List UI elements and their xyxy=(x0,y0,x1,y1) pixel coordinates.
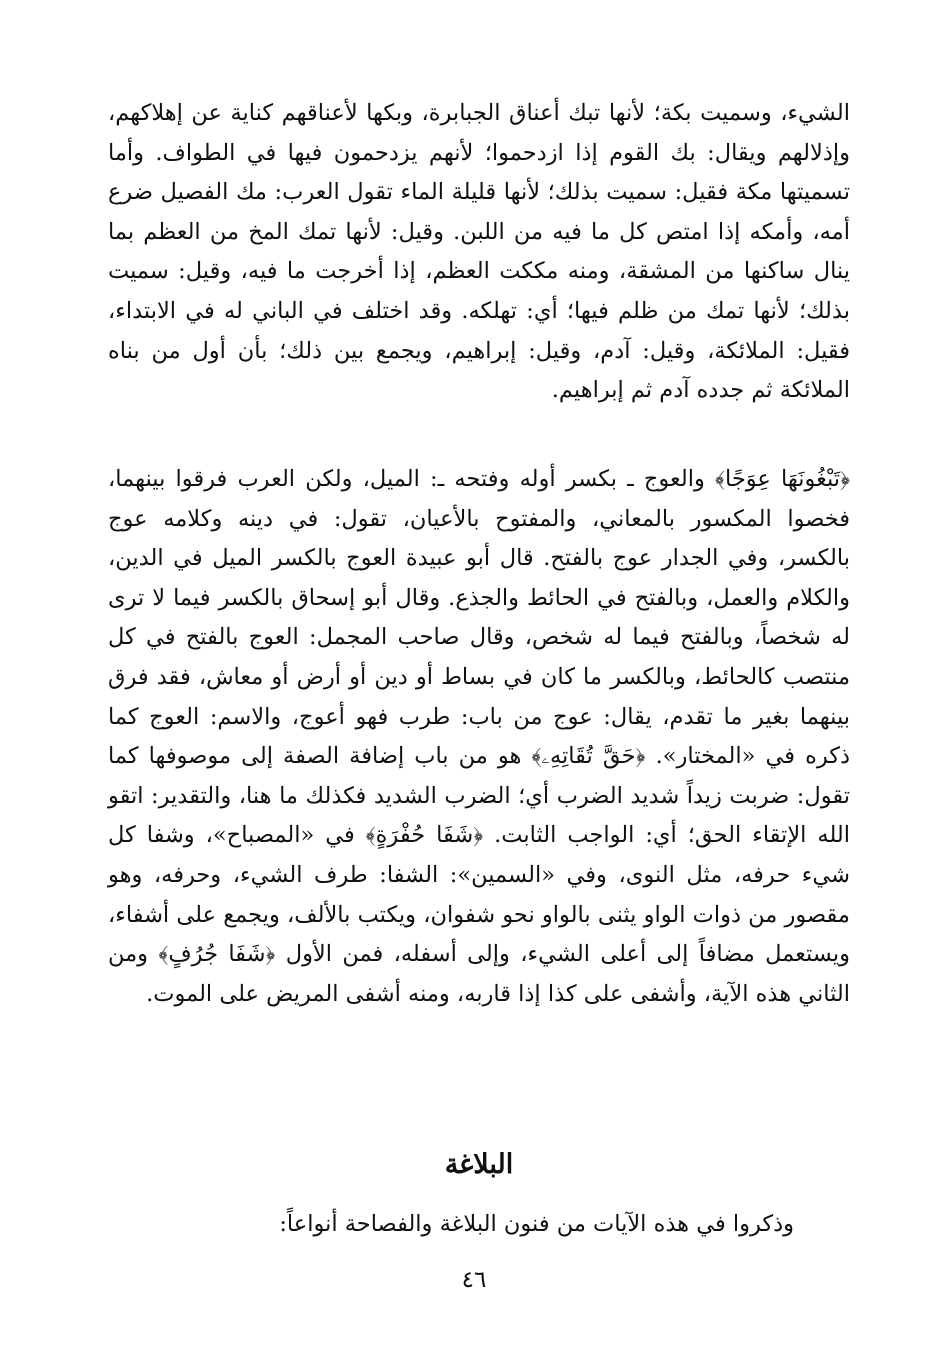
paragraph-iwaj-explanation: ﴿تَبْغُونَهَا عِوَجًا﴾ والعوج ـ بكسر أوله وفتحه ـ: الميل، ولكن العرب فرقوا بينهما، فخصوا المكسور بالمعاني، والمفتوح بالأعيان، تقول: في دينه وكلامه عوج بالكسر، وفي الجدار عوج بالفتح. قال أبو عبيدة العوج بالكسر الميل في الدين، والكلام والعمل، وبالفتح في الحائط والجذع. وقال أبو إسحاق بالكسر فيما لا ترى له شخصاً، وبالفتح فيما له شخص، وقال صاحب المجمل: العوج بالفتح في كل منتصب كالحائط، وبالكسر ما كان في بساط أو دين أو أرض أو معاش، فقد فرق بينهما بغير ما تقدم، يقال: عوج من باب: طرب فهو أعوج، والاسم: العوج كما ذكره في «المختار». ﴿حَقَّ تُقَاتِهِۦ﴾ هو من باب إضافة الصفة إلى موصوفها كما تقول: ضربت زيداً شديد الضرب أي؛ الضرب الشديد فكذلك ما هنا، والتقدير: اتقو الله الإتقاء الحق؛ أي: الواجب الثابت. ﴿شَفَا حُفْرَةٍ﴾ في «المصباح»، وشفا كل شيء حرفه، مثل النوى، وفي «السمين»: الشفا: طرف الشيء، وحرفه، وهو مقصور من ذوات الواو يثنى بالواو نحو شفوان، ويكتب بالألف، ويجمع على أشفاء، ويستعمل مضافاً إلى أعلى الشيء، وإلى أسفله، فمن الأول ﴿شَفَا جُرُفٍ﴾ ومن الثاني هذه الآية، وأشفى على كذا إذا قاربه، ومنه أشفى المريض على الموت. xyxy=(108,466,850,1007)
section-heading: البلاغة xyxy=(444,1149,514,1180)
paragraph-mecca-naming: الشيء، وسميت بكة؛ لأنها تبك أعناق الجبابرة، وبكها لأعناقهم كناية عن إهلاكهم، وإذلالهم ويقال: بك القوم إذا ازدحموا؛ لأنهم يزدحمون فيها في الطواف. وأما تسميتها مكة فقيل: سميت بذلك؛ لأنها قليلة الماء تقول العرب: مك الفصيل ضرع أمه، وأمكه إذا امتص كل ما فيه من اللبن. وقيل: لأنها تمك المخ من العظم بما ينال ساكنها من المشقة، ومنه مككت العظم، إذا أخرجت ما فيه، وقيل: سميت بذلك؛ لأنها تمك من ظلم فيها؛ أي: تهلكه. وقد اختلف في الباني له في الابتداء، فقيل: الملائكة، وقيل: آدم، وقيل: إبراهيم، ويجمع بين ذلك؛ بأن أول من بناه الملائكة ثم جدده آدم ثم إبراهيم. xyxy=(108,100,850,404)
page-number: ٤٦ xyxy=(461,1267,487,1293)
section-intro: وذكروا في هذه الآيات من فنون البلاغة والفصاحة أنواعاً: xyxy=(279,1211,794,1237)
